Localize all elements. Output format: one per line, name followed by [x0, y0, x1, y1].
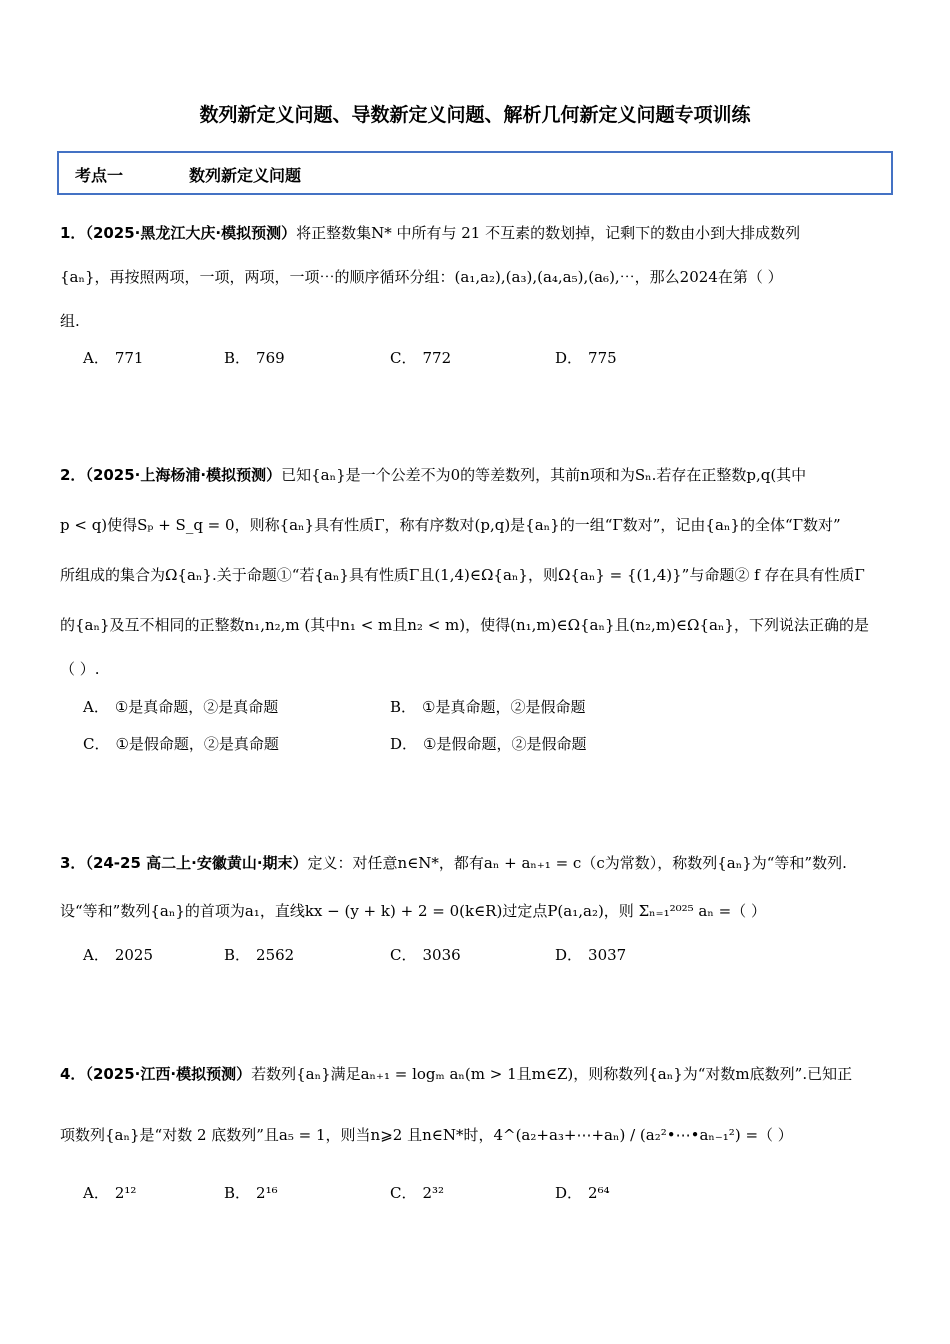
option-text: 2³² — [422, 1184, 445, 1202]
option-letter: C． — [390, 349, 417, 367]
option-letter: C． — [83, 735, 110, 753]
option-letter: B． — [224, 946, 251, 964]
q1-source: （2025·黑龙江大庆·模拟预测） — [85, 224, 297, 242]
option-letter: D． — [390, 735, 418, 753]
option-letter: C． — [390, 1184, 417, 1202]
q4-number: 4． — [60, 1065, 86, 1083]
q4-option-c[interactable] — [390, 1182, 444, 1203]
q2-number: 2． — [60, 466, 86, 484]
q3-option-a[interactable] — [83, 944, 153, 965]
q3-option-b[interactable] — [224, 944, 294, 965]
q4-option-a[interactable] — [83, 1182, 136, 1203]
option-letter: A． — [83, 946, 109, 964]
option-text: 2⁶⁴ — [588, 1184, 610, 1202]
q1-option-a[interactable] — [83, 347, 143, 368]
q2-line-4: 的{aₙ}及互不相同的正整数n₁,n₂,m (其中n₁ < m且n₂ < m)，使得(n₁,m)∈Ω{aₙ}且(n₂,m)∈Ω{aₙ}，下列说法正确的是 — [60, 616, 869, 634]
q3-line-2: 设“等和”数列{aₙ}的首项为a₁，直线kx − (y + k) + 2 = 0(k∈R)过定点P(a₁,a₂)，则 Σₙ₌₁²⁰²⁵ aₙ =（ ） — [60, 902, 766, 920]
q2-option-a[interactable] — [83, 696, 278, 717]
page-title: 数列新定义问题、导数新定义问题、解析几何新定义问题专项训练 — [199, 104, 751, 126]
option-text: ①是假命题，②是假命题 — [423, 735, 587, 753]
option-letter: B． — [224, 349, 251, 367]
q4-option-d[interactable] — [555, 1182, 610, 1203]
option-text: 772 — [422, 349, 452, 367]
option-text: 3036 — [422, 946, 461, 964]
option-text: 775 — [588, 349, 617, 367]
option-text: 3037 — [588, 946, 627, 964]
q1-line-2: {aₙ}，再按照两项，一项，两项，一项⋯的顺序循环分组：(a₁,a₂),(a₃),(a₄,a₅),(a₆),⋯，那么2024在第（ ） — [60, 268, 783, 286]
q1-option-b[interactable] — [224, 347, 285, 368]
q2-line-2: p < q)使得Sₚ + S_q = 0，则称{aₙ}具有性质Γ，称有序数对(p,q)是{aₙ}的一组“Γ数对”，记由{aₙ}的全体“Γ数对” — [60, 516, 841, 534]
option-text: ①是真命题，②是假命题 — [422, 698, 586, 716]
q4-text-1: 若数列{aₙ}满足aₙ₊₁ = logₘ aₙ(m > 1且m∈Z)，则称数列{aₙ}为“对数m底数列”.已知正 — [251, 1065, 853, 1083]
section-name: 数列新定义问题 — [189, 166, 302, 185]
option-text: 2562 — [256, 946, 295, 964]
option-text: ①是假命题，②是真命题 — [115, 735, 279, 753]
option-letter: A． — [83, 349, 109, 367]
q4-line-1 — [60, 1063, 852, 1084]
q2-source: （2025·上海杨浦·模拟预测） — [85, 466, 282, 484]
option-text: 2¹² — [114, 1184, 137, 1202]
q2-option-b[interactable] — [390, 696, 585, 717]
option-letter: D． — [555, 1184, 583, 1202]
q2-option-d[interactable] — [390, 733, 586, 754]
option-letter: B． — [390, 698, 417, 716]
section-label: 考点一 — [75, 166, 124, 185]
section-header — [57, 151, 893, 195]
q1-text-1: 将正整数集N* 中所有与 21 不互素的数划掉，记剩下的数由小到大排成数列 — [296, 224, 801, 242]
q3-number: 3． — [60, 854, 86, 872]
q3-line-1 — [60, 852, 847, 873]
q2-option-c[interactable] — [83, 733, 279, 754]
q2-line-1 — [60, 464, 806, 485]
q2-line-3: 所组成的集合为Ω{aₙ}.关于命题①“若{aₙ}具有性质Γ且(1,4)∈Ω{aₙ}，则Ω{aₙ} = {(1,4)}”与命题② f 存在具有性质Γ — [60, 566, 865, 584]
option-letter: A． — [83, 1184, 109, 1202]
q3-source: （24-25 高二上·安徽黄山·期末） — [85, 854, 308, 872]
option-letter: C． — [390, 946, 417, 964]
q4-line-2: 项数列{aₙ}是“对数 2 底数列”且a₅ = 1，则当n⩾2 且n∈N*时，4^(a₂+a₃+⋯+aₙ) / (a₂²•⋯•aₙ₋₁²) =（ ） — [60, 1126, 793, 1144]
q1-option-d[interactable] — [555, 347, 617, 368]
option-letter: B． — [224, 1184, 251, 1202]
option-text: 769 — [256, 349, 285, 367]
q3-option-c[interactable] — [390, 944, 461, 965]
q1-line-3: 组. — [60, 312, 80, 330]
q3-option-d[interactable] — [555, 944, 626, 965]
q4-option-b[interactable] — [224, 1182, 278, 1203]
q2-text-1: 已知{aₙ}是一个公差不为0的等差数列，其前n项和为Sₙ.若存在正整数p,q(其中 — [281, 466, 807, 484]
option-letter: D． — [555, 349, 583, 367]
q3-text-1: 定义：对任意n∈N*，都有aₙ + aₙ₊₁ = c（c为常数），称数列{aₙ}为“等和”数列. — [307, 854, 847, 872]
q1-option-c[interactable] — [390, 347, 451, 368]
option-text: 771 — [114, 349, 144, 367]
option-text: 2¹⁶ — [256, 1184, 278, 1202]
option-text: ①是真命题，②是真命题 — [114, 698, 279, 716]
q1-number: 1． — [60, 224, 86, 242]
q2-line-5: （ ）. — [60, 660, 100, 678]
option-letter: D． — [555, 946, 583, 964]
option-letter: A． — [83, 698, 109, 716]
q4-source: （2025·江西·模拟预测） — [85, 1065, 252, 1083]
q1-line-1 — [60, 222, 800, 243]
option-text: 2025 — [114, 946, 154, 964]
